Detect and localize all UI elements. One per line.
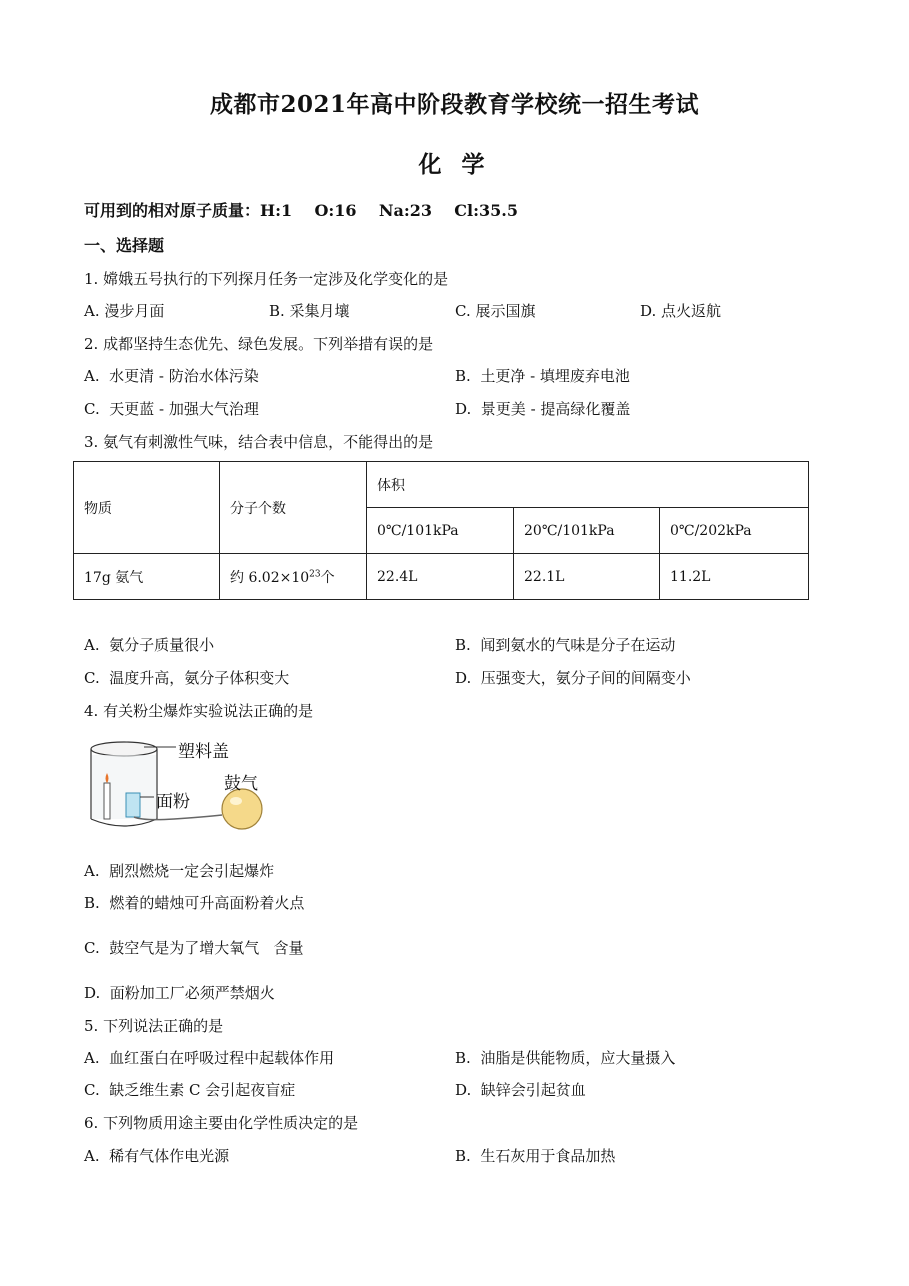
q3-option-a: A. 氨分子质量很小 <box>84 636 215 654</box>
q5-option-a: A. 血红蛋白在呼吸过程中起载体作用 <box>84 1049 335 1067</box>
q6-stem: 6. 下列物质用途主要由化学性质决定的是 <box>84 1114 359 1132</box>
label-blow-air: 鼓气 <box>224 774 258 794</box>
label-flour: 面粉 <box>156 792 190 812</box>
q6-option-a: A. 稀有气体作电光源 <box>84 1147 230 1165</box>
atomic-mass-line: 可用到的相对原子质量：H:1 O:16 Na:23 Cl:35.5 <box>84 201 518 220</box>
table-header-volume: 体积 <box>367 462 809 508</box>
q5-option-c: C. 缺乏维生素 C 会引起夜盲症 <box>84 1081 296 1099</box>
q2-option-a: A. 水更清 - 防治水体污染 <box>84 367 259 385</box>
exam-title: 成都市2021年高中阶段教育学校统一招生考试 <box>209 91 699 118</box>
q4-option-a: A. 剧烈燃烧一定会引起爆炸 <box>84 862 275 880</box>
table-header-substance: 物质 <box>74 462 220 554</box>
q2-option-d: D. 景更美 - 提高绿化覆盖 <box>455 400 631 418</box>
q2-option-c: C. 天更蓝 - 加强大气治理 <box>84 400 259 418</box>
q3-option-d: D. 压强变大，氨分子间的间隔变小 <box>455 669 691 687</box>
q1-option-b: B. 采集月壤 <box>269 302 350 320</box>
q4-option-c: C. 鼓空气是为了增大氧气 含量 <box>84 939 304 957</box>
count-exponent: 23 <box>309 568 321 579</box>
count-prefix: 约 6.02×10 <box>230 569 310 586</box>
dust-explosion-figure <box>84 735 294 835</box>
table-header-count: 分子个数 <box>220 462 367 554</box>
q6-option-b: B. 生石灰用于食品加热 <box>455 1147 616 1165</box>
q5-option-d: D. 缺锌会引起贫血 <box>455 1081 586 1099</box>
q5-stem: 5. 下列说法正确的是 <box>84 1017 224 1035</box>
q3-option-c: C. 温度升高，氨分子体积变大 <box>84 669 290 687</box>
table-subheader-1: 0℃/101kPa <box>367 508 514 554</box>
q5-option-b: B. 油脂是供能物质，应大量摄入 <box>455 1049 676 1067</box>
q4-option-d: D. 面粉加工厂必须严禁烟火 <box>84 984 275 1002</box>
table-subheader-3: 0℃/202kPa <box>660 508 809 554</box>
q4-option-b: B. 燃着的蜡烛可升高面粉着火点 <box>84 894 305 912</box>
table-cell-v3: 11.2L <box>660 554 809 600</box>
q4-stem: 4. 有关粉尘爆炸实验说法正确的是 <box>84 702 314 720</box>
ammonia-table <box>73 461 809 600</box>
table-cell-substance: 17g 氨气 <box>74 554 220 600</box>
q1-option-d: D. 点火返航 <box>640 302 722 320</box>
table-cell-count <box>220 554 367 600</box>
q3-option-b: B. 闻到氨水的气味是分子在运动 <box>455 636 676 654</box>
table-subheader-2: 20℃/101kPa <box>514 508 660 554</box>
count-suffix: 个 <box>320 569 335 586</box>
subject-title: 化 学 <box>418 151 491 178</box>
q2-option-b: B. 土更净 - 填埋废弃电池 <box>455 367 630 385</box>
table-cell-v2: 22.1L <box>514 554 660 600</box>
q1-option-c: C. 展示国旗 <box>455 302 536 320</box>
label-plastic-lid: 塑料盖 <box>178 742 229 762</box>
q2-stem: 2. 成都坚持生态优先、绿色发展。下列举措有误的是 <box>84 335 434 353</box>
q3-stem: 3. 氨气有刺激性气味，结合表中信息，不能得出的是 <box>84 433 434 451</box>
table-cell-v1: 22.4L <box>367 554 514 600</box>
section-heading: 一、选择题 <box>84 236 165 255</box>
q1-stem: 1. 嫦娥五号执行的下列探月任务一定涉及化学变化的是 <box>84 270 449 288</box>
q1-option-a: A. 漫步月面 <box>84 302 165 320</box>
